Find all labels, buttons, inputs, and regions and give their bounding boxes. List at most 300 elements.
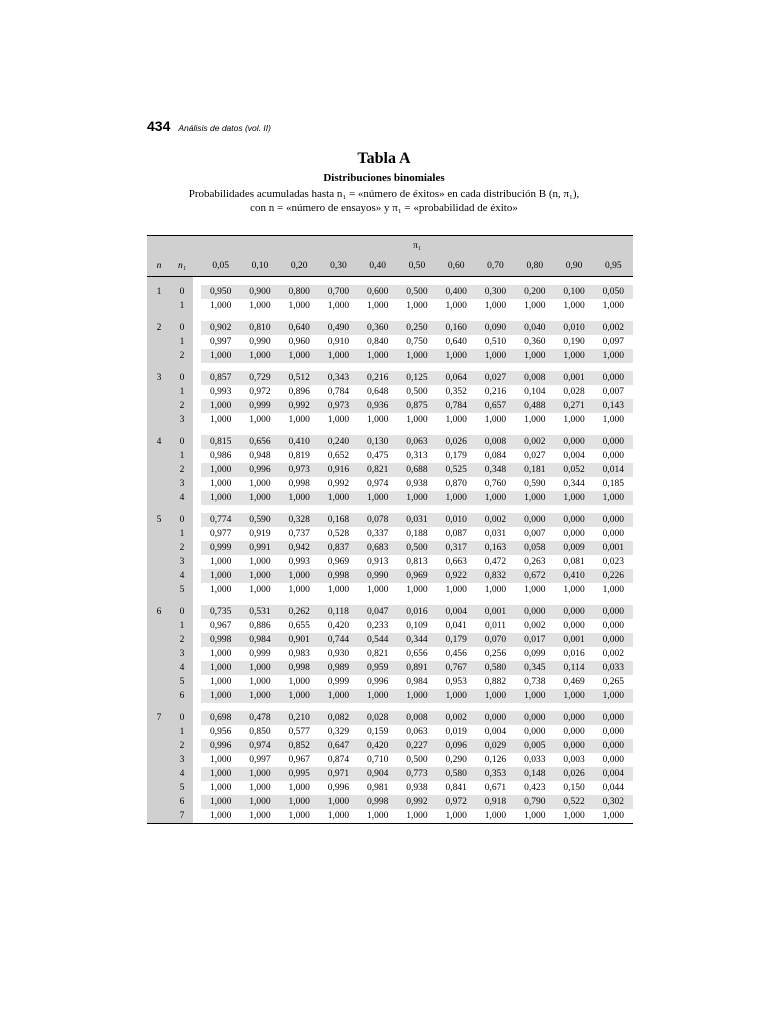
probability-cell: 1,000 [240, 349, 279, 363]
probability-cell: 0,000 [554, 739, 593, 753]
probability-cell: 0,875 [397, 399, 436, 413]
probability-cell: 1,000 [602, 301, 625, 311]
n1-value: 1 [171, 385, 193, 399]
probability-cell: 0,993 [288, 557, 310, 567]
table-description [0, 187, 768, 215]
probability-cell: 1,000 [406, 301, 428, 311]
table-body [147, 277, 633, 824]
probability-cell: 1,000 [437, 689, 476, 703]
n-value [147, 753, 171, 767]
probability-cell: 0,070 [476, 633, 515, 647]
column-header-pi: 0,90 [554, 256, 593, 277]
probability-cell: 1,000 [240, 569, 279, 583]
probability-cell: 0,227 [397, 739, 436, 753]
probability-cell: 0,990 [358, 569, 397, 583]
probability-cell: 1,000 [249, 415, 271, 425]
probability-cell: 0,064 [437, 371, 476, 385]
probability-cell: 0,472 [484, 557, 507, 567]
group-spacer [147, 505, 633, 513]
probability-cell: 1,000 [209, 479, 232, 489]
table-row [147, 299, 633, 313]
table-row [147, 513, 633, 527]
column-header-pi: 0,30 [319, 256, 358, 277]
n1-value: 5 [171, 781, 193, 795]
probability-cell: 0,007 [602, 387, 625, 397]
probability-cell: 0,522 [554, 795, 593, 809]
probability-cell: 0,916 [319, 463, 358, 477]
probability-cell: 0,352 [445, 387, 467, 397]
probability-cell: 0,353 [476, 767, 515, 781]
probability-cell: 0,688 [397, 463, 436, 477]
probability-cell: 0,190 [563, 337, 585, 347]
table-row [147, 555, 633, 569]
probability-cell: 0,904 [358, 767, 397, 781]
probability-cell: 0,027 [524, 451, 546, 461]
probability-cell: 0,729 [240, 371, 279, 385]
probability-cell: 0,179 [437, 633, 476, 647]
n-value [147, 449, 171, 463]
probability-cell: 0,973 [319, 399, 358, 413]
probability-cell: 0,832 [476, 569, 515, 583]
probability-cell: 1,000 [563, 585, 585, 595]
n1-value: 6 [171, 795, 193, 809]
probability-cell: 0,159 [367, 727, 389, 737]
probability-cell: 0,580 [437, 767, 476, 781]
probability-cell: 0,999 [327, 677, 350, 687]
table-row [147, 541, 633, 555]
n-value [147, 349, 171, 363]
n-value [147, 477, 171, 491]
probability-cell: 0,744 [319, 633, 358, 647]
probability-cell: 0,000 [476, 711, 515, 725]
probability-cell: 0,420 [358, 739, 397, 753]
binomial-table-container [147, 235, 633, 824]
probability-cell: 0,058 [515, 541, 554, 555]
probability-cell: 0,000 [594, 513, 633, 527]
probability-cell: 0,010 [554, 321, 593, 335]
probability-cell: 0,000 [594, 371, 633, 385]
probability-cell: 0,002 [476, 513, 515, 527]
probability-cell: 1,000 [327, 415, 350, 425]
n-value [147, 725, 171, 739]
group-spacer [147, 427, 633, 435]
table-row [147, 527, 633, 541]
n1-value: 4 [171, 767, 193, 781]
n-value [147, 491, 171, 505]
table-row [147, 739, 633, 753]
probability-cell: 1,000 [288, 585, 310, 595]
probability-cell: 0,028 [563, 387, 585, 397]
probability-cell: 0,026 [554, 767, 593, 781]
n-value [147, 335, 171, 349]
probability-cell: 0,821 [358, 463, 397, 477]
group-spacer [147, 313, 633, 321]
table-row [147, 285, 633, 299]
n1-value: 1 [171, 527, 193, 541]
probability-cell: 0,130 [358, 435, 397, 449]
probability-cell: 0,672 [515, 569, 554, 583]
probability-cell: 0,216 [484, 387, 507, 397]
probability-cell: 0,992 [397, 795, 436, 809]
table-row [147, 767, 633, 781]
probability-cell: 0,886 [249, 621, 271, 631]
column-header-pi: 0,60 [437, 256, 476, 277]
probability-cell: 0,087 [445, 529, 467, 539]
probability-cell: 0,023 [602, 557, 625, 567]
n1-value: 2 [171, 399, 193, 413]
table-row [147, 781, 633, 795]
probability-cell: 1,000 [201, 689, 240, 703]
probability-cell: 1,000 [476, 349, 515, 363]
probability-cell: 0,150 [563, 783, 585, 793]
table-row [147, 753, 633, 767]
probability-cell: 1,000 [515, 809, 554, 824]
table-row [147, 349, 633, 363]
probability-cell: 1,000 [437, 349, 476, 363]
n1-value: 4 [171, 569, 193, 583]
probability-cell: 0,016 [563, 649, 585, 659]
n-value: 7 [147, 711, 171, 725]
probability-cell: 0,590 [524, 479, 546, 489]
table-subtitle: Distribuciones binomiales [323, 172, 445, 184]
probability-cell: 0,014 [594, 463, 633, 477]
table-row [147, 809, 633, 824]
probability-cell: 1,000 [484, 415, 507, 425]
probability-cell: 0,028 [358, 711, 397, 725]
probability-cell: 0,226 [594, 569, 633, 583]
probability-cell: 1,000 [476, 689, 515, 703]
probability-cell: 0,738 [524, 677, 546, 687]
probability-cell: 0,850 [249, 727, 271, 737]
n1-value: 3 [171, 413, 193, 427]
n-value [147, 463, 171, 477]
probability-cell: 0,969 [327, 557, 350, 567]
probability-cell: 0,735 [201, 605, 240, 619]
n1-value: 3 [171, 753, 193, 767]
probability-cell: 0,017 [515, 633, 554, 647]
column-header-pi: 0,10 [240, 256, 279, 277]
n-header: n [147, 256, 171, 277]
probability-cell: 0,655 [288, 621, 310, 631]
probability-cell: 0,656 [240, 435, 279, 449]
probability-cell: 0,104 [524, 387, 546, 397]
probability-cell: 0,047 [358, 605, 397, 619]
probability-cell: 0,996 [240, 463, 279, 477]
table-header [147, 236, 633, 277]
probability-cell: 0,360 [358, 321, 397, 335]
probability-cell: 0,143 [594, 399, 633, 413]
probability-cell: 0,185 [602, 479, 625, 489]
n-value [147, 555, 171, 569]
probability-cell: 1,000 [563, 301, 585, 311]
probability-cell: 0,901 [280, 633, 319, 647]
probability-cell: 0,008 [397, 711, 436, 725]
probability-cell: 0,027 [476, 371, 515, 385]
probability-cell: 0,913 [367, 557, 389, 567]
probability-cell: 0,008 [476, 435, 515, 449]
probability-cell: 0,160 [437, 321, 476, 335]
n1-value: 1 [171, 619, 193, 633]
probability-cell: 0,000 [602, 451, 625, 461]
probability-cell: 0,016 [397, 605, 436, 619]
probability-cell: 1,000 [249, 301, 271, 311]
probability-cell: 0,126 [484, 755, 507, 765]
probability-cell: 0,577 [288, 727, 310, 737]
probability-cell: 0,063 [406, 727, 428, 737]
probability-cell: 0,500 [406, 387, 428, 397]
probability-cell: 0,710 [367, 755, 389, 765]
probability-cell: 1,000 [319, 809, 358, 824]
n1-value: 7 [171, 809, 193, 824]
probability-cell: 0,870 [445, 479, 467, 489]
probability-cell: 0,181 [515, 463, 554, 477]
probability-cell: 0,001 [476, 605, 515, 619]
column-header-pi: 0,95 [594, 256, 633, 277]
probability-cell: 0,974 [240, 739, 279, 753]
n1-header: n₁ [171, 256, 193, 277]
n-value [147, 527, 171, 541]
probability-cell: 0,002 [602, 649, 625, 659]
probability-cell: 0,998 [288, 479, 310, 489]
probability-cell: 0,930 [327, 649, 350, 659]
table-row [147, 385, 633, 399]
probability-cell: 0,737 [288, 529, 310, 539]
n1-value: 1 [171, 335, 193, 349]
probability-cell: 1,000 [319, 491, 358, 505]
column-header-pi: 0,70 [476, 256, 515, 277]
probability-cell: 0,996 [367, 677, 389, 687]
probability-cell: 1,000 [554, 491, 593, 505]
probability-cell: 0,000 [554, 605, 593, 619]
probability-cell: 0,002 [594, 321, 633, 335]
probability-cell: 0,936 [358, 399, 397, 413]
probability-cell: 0,900 [240, 285, 279, 299]
probability-cell: 0,948 [249, 451, 271, 461]
probability-cell: 1,000 [484, 585, 507, 595]
probability-cell: 1,000 [397, 809, 436, 824]
probability-cell: 0,600 [358, 285, 397, 299]
probability-cell: 1,000 [240, 767, 279, 781]
probability-cell: 1,000 [594, 809, 633, 824]
probability-cell: 1,000 [201, 795, 240, 809]
probability-cell: 0,800 [280, 285, 319, 299]
n1-value: 1 [171, 725, 193, 739]
column-header-pi: 0,50 [397, 256, 436, 277]
n1-value: 2 [171, 739, 193, 753]
probability-cell: 0,044 [602, 783, 625, 793]
n-value [147, 385, 171, 399]
probability-cell: 0,000 [515, 605, 554, 619]
probability-cell: 1,000 [280, 795, 319, 809]
probability-cell: 0,031 [484, 529, 507, 539]
probability-cell: 0,002 [437, 711, 476, 725]
n-value: 4 [147, 435, 171, 449]
description-line-2: con n = «número de ensayos» y π₁ = «probabilidad de éxito» [250, 202, 518, 214]
probability-cell: 0,000 [554, 435, 593, 449]
probability-cell: 0,000 [524, 727, 546, 737]
probability-cell: 1,000 [358, 809, 397, 824]
probability-cell: 0,000 [515, 711, 554, 725]
table-row [147, 661, 633, 675]
column-header-pi: 0,05 [201, 256, 240, 277]
probability-cell: 1,000 [445, 301, 467, 311]
probability-cell: 1,000 [397, 689, 436, 703]
probability-cell: 0,959 [358, 661, 397, 675]
n-value [147, 583, 171, 597]
probability-cell: 0,001 [554, 633, 593, 647]
n1-value: 0 [171, 285, 193, 299]
table-row [147, 435, 633, 449]
probability-cell: 0,031 [397, 513, 436, 527]
probability-cell: 0,033 [524, 755, 546, 765]
probability-cell: 0,000 [594, 739, 633, 753]
probability-cell: 1,000 [554, 689, 593, 703]
probability-cell: 1,000 [397, 491, 436, 505]
probability-cell: 0,240 [319, 435, 358, 449]
probability-cell: 0,810 [240, 321, 279, 335]
probability-cell: 0,100 [554, 285, 593, 299]
probability-cell: 0,125 [397, 371, 436, 385]
table-title: Tabla A [357, 150, 411, 167]
probability-cell: 0,986 [209, 451, 232, 461]
probability-cell: 1,000 [476, 809, 515, 824]
probability-cell: 0,525 [437, 463, 476, 477]
probability-cell: 0,263 [524, 557, 546, 567]
probability-cell: 0,998 [201, 633, 240, 647]
probability-cell: 0,000 [594, 633, 633, 647]
probability-cell: 1,000 [280, 491, 319, 505]
probability-cell: 0,991 [240, 541, 279, 555]
probability-cell: 1,000 [201, 399, 240, 413]
probability-cell: 0,210 [280, 711, 319, 725]
probability-cell: 0,999 [201, 541, 240, 555]
n-value [147, 413, 171, 427]
probability-cell: 0,902 [201, 321, 240, 335]
n1-value: 3 [171, 555, 193, 569]
probability-cell: 0,004 [563, 451, 585, 461]
probability-cell: 0,010 [437, 513, 476, 527]
probability-cell: 0,096 [437, 739, 476, 753]
n1-value: 0 [171, 513, 193, 527]
probability-cell: 0,008 [515, 371, 554, 385]
probability-cell: 0,410 [280, 435, 319, 449]
n1-value: 0 [171, 605, 193, 619]
group-spacer [147, 277, 633, 286]
probability-cell: 0,052 [554, 463, 593, 477]
probability-cell: 0,109 [406, 621, 428, 631]
probability-cell: 1,000 [201, 569, 240, 583]
probability-cell: 0,671 [484, 783, 507, 793]
probability-cell: 1,000 [209, 755, 232, 765]
n-value [147, 661, 171, 675]
probability-cell: 0,648 [367, 387, 389, 397]
probability-cell: 0,001 [594, 541, 633, 555]
probability-cell: 0,000 [554, 513, 593, 527]
probability-cell: 0,938 [406, 479, 428, 489]
probability-cell: 0,896 [288, 387, 310, 397]
probability-cell: 0,700 [319, 285, 358, 299]
table-row [147, 795, 633, 809]
pi-label: π₁ [201, 236, 633, 257]
probability-cell: 1,000 [367, 585, 389, 595]
probability-cell: 0,050 [594, 285, 633, 299]
probability-cell: 0,972 [437, 795, 476, 809]
probability-cell: 0,995 [280, 767, 319, 781]
probability-cell: 0,002 [524, 621, 546, 631]
probability-cell: 0,475 [367, 451, 389, 461]
probability-cell: 1,000 [209, 649, 232, 659]
probability-cell: 1,000 [280, 569, 319, 583]
probability-cell: 0,084 [484, 451, 507, 461]
table-row [147, 335, 633, 349]
probability-cell: 0,290 [445, 755, 467, 765]
probability-cell: 1,000 [358, 689, 397, 703]
probability-cell: 0,984 [240, 633, 279, 647]
probability-cell: 0,996 [201, 739, 240, 753]
probability-cell: 0,953 [445, 677, 467, 687]
probability-cell: 0,510 [484, 337, 507, 347]
n1-value: 0 [171, 371, 193, 385]
probability-cell: 0,992 [280, 399, 319, 413]
probability-cell: 0,345 [515, 661, 554, 675]
probability-cell: 0,216 [358, 371, 397, 385]
table-row [147, 647, 633, 661]
n-value [147, 689, 171, 703]
probability-cell: 0,967 [288, 755, 310, 765]
probability-cell: 0,317 [437, 541, 476, 555]
probability-cell: 0,657 [476, 399, 515, 413]
probability-cell: 1,000 [594, 689, 633, 703]
table-row [147, 413, 633, 427]
group-spacer [147, 703, 633, 711]
table-row [147, 633, 633, 647]
probability-cell: 0,148 [515, 767, 554, 781]
probability-cell: 1,000 [445, 585, 467, 595]
probability-cell: 0,000 [602, 755, 625, 765]
probability-cell: 0,099 [524, 649, 546, 659]
probability-cell: 0,990 [249, 337, 271, 347]
probability-cell: 1,000 [209, 301, 232, 311]
probability-cell: 0,663 [445, 557, 467, 567]
probability-cell: 0,971 [319, 767, 358, 781]
probability-cell: 0,998 [358, 795, 397, 809]
n-value [147, 299, 171, 313]
probability-cell: 0,081 [563, 557, 585, 567]
probability-cell: 0,344 [397, 633, 436, 647]
probability-cell: 1,000 [249, 479, 271, 489]
probability-cell: 0,993 [209, 387, 232, 397]
column-header-row [147, 256, 633, 277]
probability-cell: 0,000 [563, 621, 585, 631]
n1-value: 3 [171, 647, 193, 661]
probability-cell: 0,001 [554, 371, 593, 385]
probability-cell: 0,478 [240, 711, 279, 725]
probability-cell: 1,000 [249, 585, 271, 595]
probability-cell: 0,531 [240, 605, 279, 619]
probability-cell: 0,590 [240, 513, 279, 527]
probability-cell: 0,097 [602, 337, 625, 347]
probability-cell: 0,456 [445, 649, 467, 659]
column-header-pi: 0,20 [280, 256, 319, 277]
probability-cell: 0,271 [554, 399, 593, 413]
probability-cell: 0,313 [406, 451, 428, 461]
n-value [147, 795, 171, 809]
n-value [147, 633, 171, 647]
probability-cell: 0,200 [515, 285, 554, 299]
probability-cell: 1,000 [280, 689, 319, 703]
probability-cell: 1,000 [406, 585, 428, 595]
probability-cell: 1,000 [554, 349, 593, 363]
